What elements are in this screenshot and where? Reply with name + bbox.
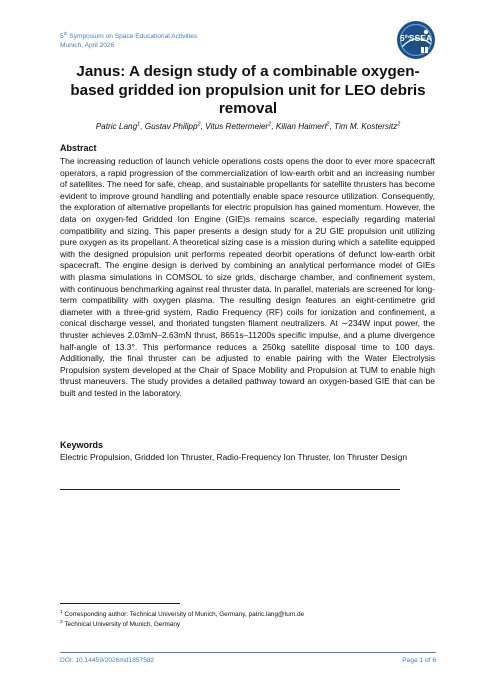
keywords-heading: Keywords	[60, 440, 104, 450]
author-separator: ,	[140, 122, 145, 131]
author-list	[54, 121, 442, 132]
ssea-logo-icon	[396, 20, 436, 60]
location-date: Munich, April 2026	[60, 42, 115, 50]
abstract-body: The increasing reduction of launch vehicle operations costs opens the door to ever more spacecraft operators, a rapid progression of the commercialization of low-earth orbit and an increasing number of satellites. The need for safe, cheap, and sustainable propellants for satellite thrusters has become evident to improve ground handling and potentially enable space resource utilization. Consequently, the exploration of alternative propellants for electric propulsion has gained momentum. However, the data on oxygen-fed Gridded Ion Engine (GIE)s remains scarce, especially regarding material compatibility and sizing. This paper presents a design study for a 2U GIE propulsion unit utilizing pure oxygen as its propellant. A theoretical sizing case is a mission during which a satellite equipped with the designed propulsion unit performs repeated deorbit operations of defunct low-earth orbit spacecraft. The engine design is derived by combining an analytical performance model of GIEs with plasma simulations in COMSOL to size grids, discharge chamber, and confinement system, with continuous benchmarking against real thruster data. In parallel, materials are screened for long-term compatibility with oxygen plasma. The resulting design features an eight-centimetre grid diameter with a three-grid system, Radio Frequency (RF) coils for ionization and confinement, a conical discharge vessel, and thoriated tungsten filament neutralizers. At ∼234W input power, the thruster achieves 2.03mN–2.63mN thrust, 8651s–11200s specific impulse, and a plume divergence half-angle of 13.3°. This performance reduces a 250kg satellite disposal time to 100 days. Additionally, the final thruster can be adjusted to enable pairing with the Water Electrolysis Propulsion system developed at the Chair of Space Mobility and Propulsion at TUM to enable high thrust maneuvers. The study provides a detailed pathway toward an oxygen-based GIE that can be built and tested in the laboratory.	[60, 156, 435, 398]
author-separator: ,	[329, 122, 335, 131]
author-affiliation: 2	[197, 121, 201, 128]
author-affiliation: 2	[397, 121, 401, 128]
conference-header	[60, 29, 197, 50]
footnote-2: $^2$ Technical University of Munich, Germany	[60, 619, 181, 628]
author-name: Patric Lang	[95, 122, 138, 131]
author-name: Tim M. Kostersitz	[334, 122, 398, 131]
svg-text:5thSSEA: 5thSSEA	[399, 33, 433, 43]
footer-divider	[60, 652, 436, 653]
author-name: Gustav Philipp	[144, 122, 198, 131]
footnotes	[60, 610, 304, 629]
author-affiliation: 1	[137, 121, 141, 128]
symposium-name: 5th Symposium on Space Educational Activities	[60, 31, 198, 41]
abstract-heading: Abstract	[60, 143, 97, 153]
doi-link[interactable]: DOI: 10.14459/2026md1857582	[60, 657, 155, 664]
author-separator: ,	[271, 122, 276, 131]
footnote-divider	[60, 603, 180, 604]
footnote-1: $^1$ Corresponding author: Technical University of Munich, Germany, patric.lang@tum.de	[60, 609, 305, 618]
author-name: Kilian Haimerl	[275, 122, 327, 131]
section-divider	[60, 489, 400, 490]
author-name: Vitus Rettermeier	[205, 122, 269, 131]
author-affiliation: 2	[326, 121, 330, 128]
keywords-body: Electric Propulsion, Gridded Ion Thruster, Radio-Frequency Ion Thruster, Ion Thruster Design	[60, 452, 408, 462]
paper-title: Janus: A design study of a combinable oxygen-based gridded ion propulsion unit for LEO debris removal	[70, 63, 426, 117]
page-number: Page 1 of 6	[402, 657, 436, 664]
author-separator: ,	[200, 122, 206, 131]
author-affiliation: 2	[268, 121, 272, 128]
